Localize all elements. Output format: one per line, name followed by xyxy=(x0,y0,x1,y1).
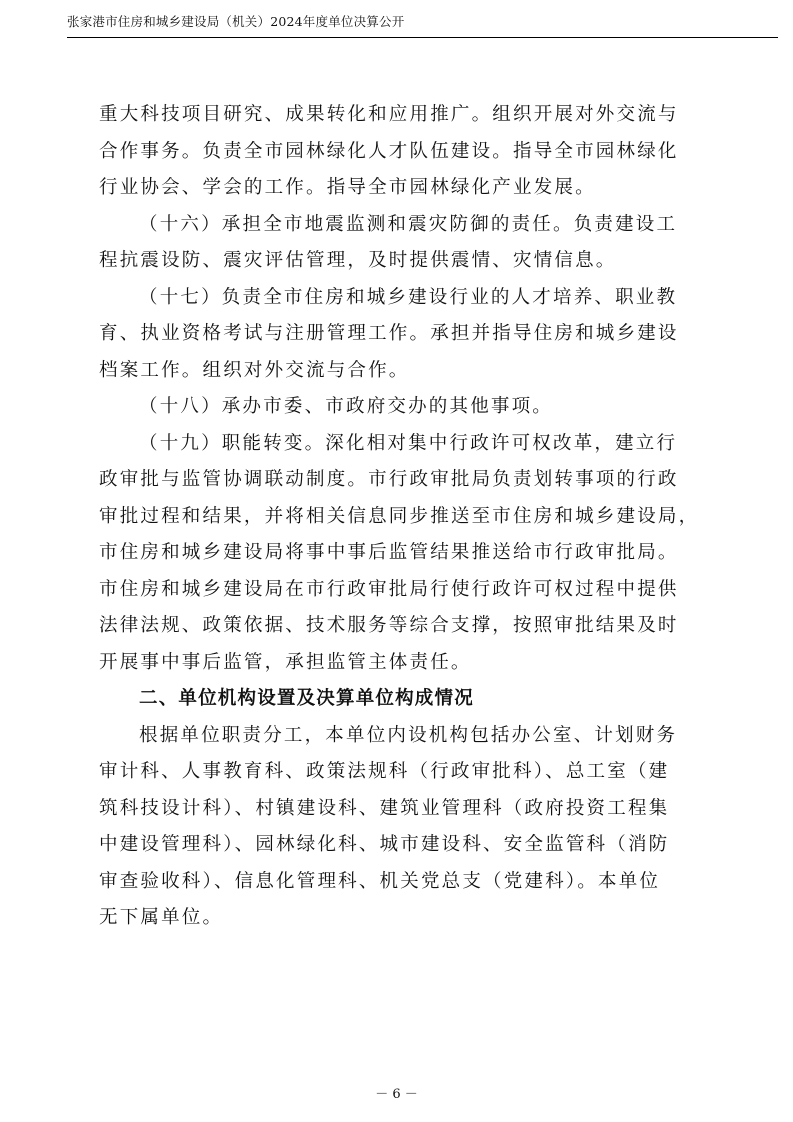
section-heading: 二、单位机构设置及决算单位构成情况 xyxy=(139,688,474,709)
paragraph-item-16 xyxy=(99,207,719,280)
text-line: 市住房和城乡建设局将事中事后监管结果推送给市行政审批局。 xyxy=(99,542,679,563)
paragraph-item-18 xyxy=(99,389,719,426)
text-line: 审查验收科）、信息化管理科、机关党总支（党建科）。本单位 xyxy=(99,870,661,892)
text-line: 审计科、人事教育科、政策法规科（行政审批科）、总工室（建 xyxy=(99,761,670,782)
text-line: 中建设管理科）、园林绿化科、城市建设科、安全监管科（消防 xyxy=(99,834,670,855)
paragraph-item-17 xyxy=(99,280,719,390)
paragraph-item-19 xyxy=(99,426,719,682)
text-line: （十七）负责全市住房和城乡建设行业的人才培养、职业教 xyxy=(139,286,678,308)
paragraph-org-structure xyxy=(99,718,719,937)
text-line: 育、执业资格考试与注册管理工作。承担并指导住房和城乡建设 xyxy=(99,323,679,344)
page-header-title: 张家港市住房和城乡建设局（机关）2024年度单位决算公开 xyxy=(67,14,405,29)
text-line: 行业协会、学会的工作。指导全市园林绿化产业发展。 xyxy=(99,177,596,198)
paragraph-continuation xyxy=(99,97,719,207)
text-line: 档案工作。组织对外交流与合作。 xyxy=(99,359,410,381)
text-line: 市住房和城乡建设局在市行政审批局行使行政许可权过程中提供 xyxy=(99,578,679,600)
text-line: （十八）承办市委、市政府交办的其他事项。 xyxy=(139,396,554,417)
header-divider xyxy=(67,37,778,38)
text-line: （十六）承担全市地震监测和震灾防御的责任。负责建设工 xyxy=(139,213,678,235)
text-line: 审批过程和结果，并将相关信息同步推送至市住房和城乡建设局， xyxy=(99,505,700,527)
text-line: 根据单位职责分工，本单位内设机构包括办公室、计划财务 xyxy=(139,724,678,746)
page-number: － 6 － xyxy=(375,1087,418,1102)
text-line: 法律法规、政策依据、技术服务等综合支撑，按照审批结果及时 xyxy=(99,615,679,636)
text-line: 合作事务。负责全市园林绿化人才队伍建设。指导全市园林绿化 xyxy=(99,140,679,162)
text-line: 无下属单位。 xyxy=(99,907,224,928)
document-body xyxy=(99,97,719,937)
text-line: （十九）职能转变。深化相对集中行政许可权改革，建立行 xyxy=(139,432,678,454)
text-line: 政审批与监管协调联动制度。市行政审批局负责划转事项的行政 xyxy=(99,469,679,490)
text-line: 重大科技项目研究、成果转化和应用推广。组织开展对外交流与 xyxy=(99,104,679,125)
text-line: 开展事中事后监管，承担监管主体责任。 xyxy=(99,651,472,673)
text-line: 程抗震设防、震灾评估管理，及时提供震情、灾情信息。 xyxy=(99,250,617,271)
text-line: 筑科技设计科）、村镇建设科、建筑业管理科（政府投资工程集 xyxy=(99,797,670,819)
